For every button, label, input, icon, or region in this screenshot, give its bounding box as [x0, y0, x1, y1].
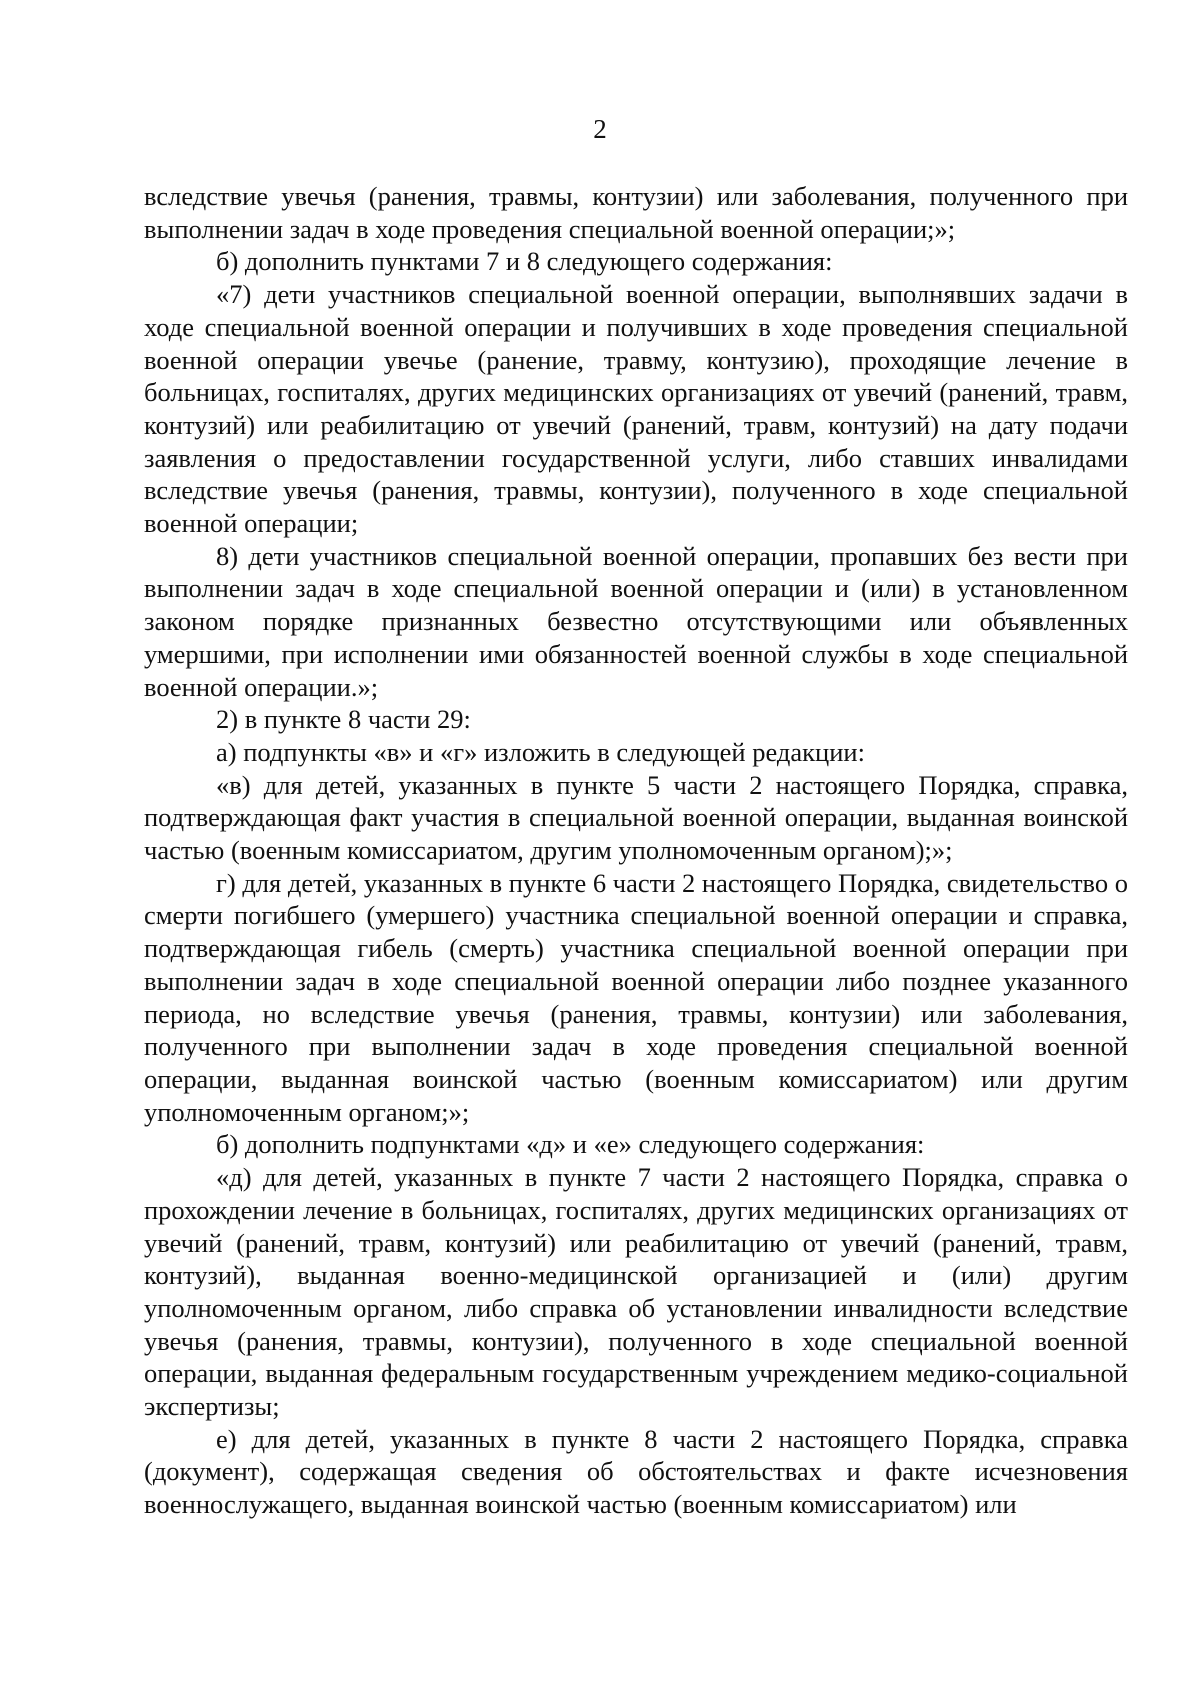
paragraph: е) для детей, указанных в пункте 8 части 2 настоящего Порядка, справка (документ), содержащая сведения об обстоятельствах и факте исчезновения военнослужащего, выданная воинской частью (военным комиссариатом) или — [144, 1423, 1128, 1520]
paragraph: 8) дети участников специальной военной операции, пропавших без вести при выполнении задач в ходе специальной военной операции и (или) в установленном законом порядке признанных безвестно отсутствующими или объявленных умершими, при исполнении ими обязанностей военной службы в ходе специальной военной операции.»; — [144, 540, 1128, 702]
document-body — [144, 180, 1128, 1521]
paragraph: а) подпункты «в» и «г» изложить в следующей редакции: — [216, 736, 865, 767]
paragraph: г) для детей, указанных в пункте 6 части 2 настоящего Порядка, свидетельство о смерти погибшего (умершего) участника специальной военной операции и справка, подтверждающая гибель (смерть) участника специальной военной операции при выполнении задач в ходе специальной военной операции либо позднее указанного периода, но вследствие увечья (ранения, травмы, контузии) или заболевания, полученного при выполнении задач в ходе проведения специальной военной операции, выданная воинской частью (военным комиссариатом) или другим уполномоченным органом;»; — [144, 867, 1128, 1127]
paragraph: «7) дети участников специальной военной операции, выполнявших задачи в ходе специальной военной операции и получивших в ходе проведения специальной военной операции увечье (ранение, травму, контузию), проходящие лечение в больницах, госпиталях, других медицинских организациях от увечий (ранений, травм, контузий) или реабилитацию от увечий (ранений, травм, контузий) на дату подачи заявления о предоставлении государственной услуги, либо ставших инвалидами вследствие увечья (ранения, травмы, контузии), полученного в ходе специальной военной операции; — [144, 279, 1128, 539]
page-number: 2 — [593, 114, 607, 144]
paragraph: «в) для детей, указанных в пункте 5 части 2 настоящего Порядка, справка, подтверждающая факт участия в специальной военной операции, выданная воинской частью (военным комиссариатом, другим уполномоченным органом);»; — [144, 769, 1128, 866]
paragraph: вследствие увечья (ранения, травмы, контузии) или заболевания, полученного при выполнении задач в ходе проведения специальной военной операции;»; — [144, 181, 1128, 244]
paragraph: б) дополнить пунктами 7 и 8 следующего содержания: — [216, 246, 833, 277]
paragraph: б) дополнить подпунктами «д» и «е» следующего содержания: — [216, 1129, 925, 1160]
paragraph: 2) в пункте 8 части 29: — [216, 704, 471, 735]
paragraph: «д) для детей, указанных в пункте 7 части 2 настоящего Порядка, справка о прохождении лечение в больницах, госпиталях, других медицинских организациях от увечий (ранений, травм, контузий) или реабилитацию от увечий (ранений, травм, контузий), выданная военно-медицинской организацией и (или) другим уполномоченным органом, либо справка об установлении инвалидности вследствие увечья (ранения, травмы, контузии), полученного в ходе специальной военной операции, выданная федеральным государственным учреждением медико-социальной экспертизы; — [144, 1162, 1128, 1422]
